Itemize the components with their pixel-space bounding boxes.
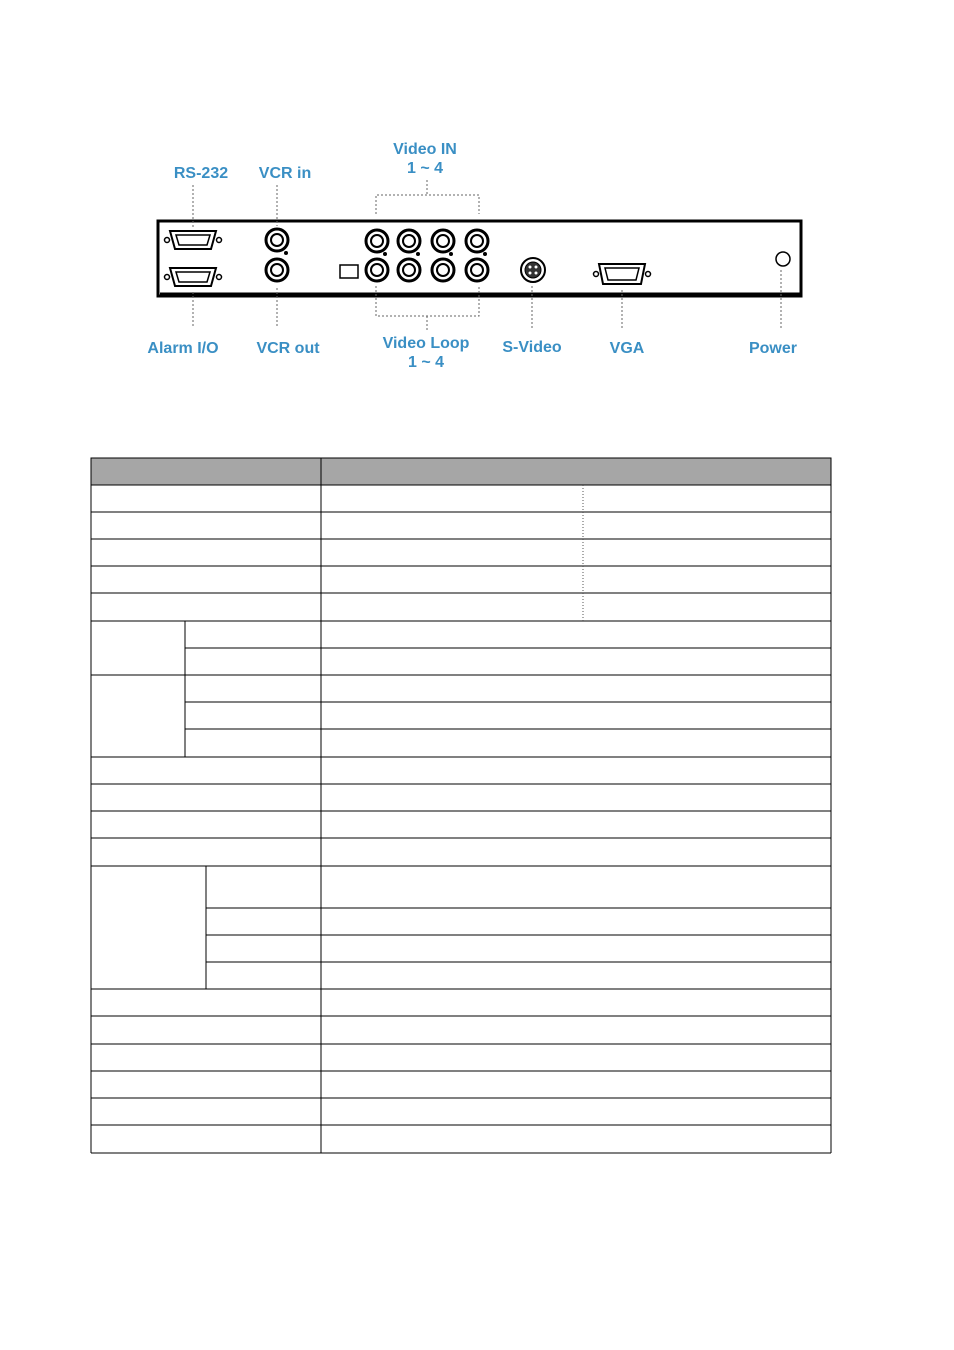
- alarm-io-label: Alarm I/O: [147, 340, 219, 357]
- vcr-out-label: VCR out: [256, 340, 320, 357]
- vcr-in-label: VCR in: [258, 165, 312, 182]
- video-loop-label: Video Loop 1 ~ 4: [382, 335, 470, 371]
- s-video-label: S-Video: [502, 339, 562, 356]
- power-label: Power: [748, 340, 797, 357]
- rs232-label: RS-232: [173, 165, 229, 182]
- video-in-label: Video IN 1 ~ 4: [393, 141, 457, 177]
- table-grid: [91, 458, 831, 1153]
- table-header-row: [91, 458, 831, 485]
- vga-label: VGA: [609, 340, 645, 357]
